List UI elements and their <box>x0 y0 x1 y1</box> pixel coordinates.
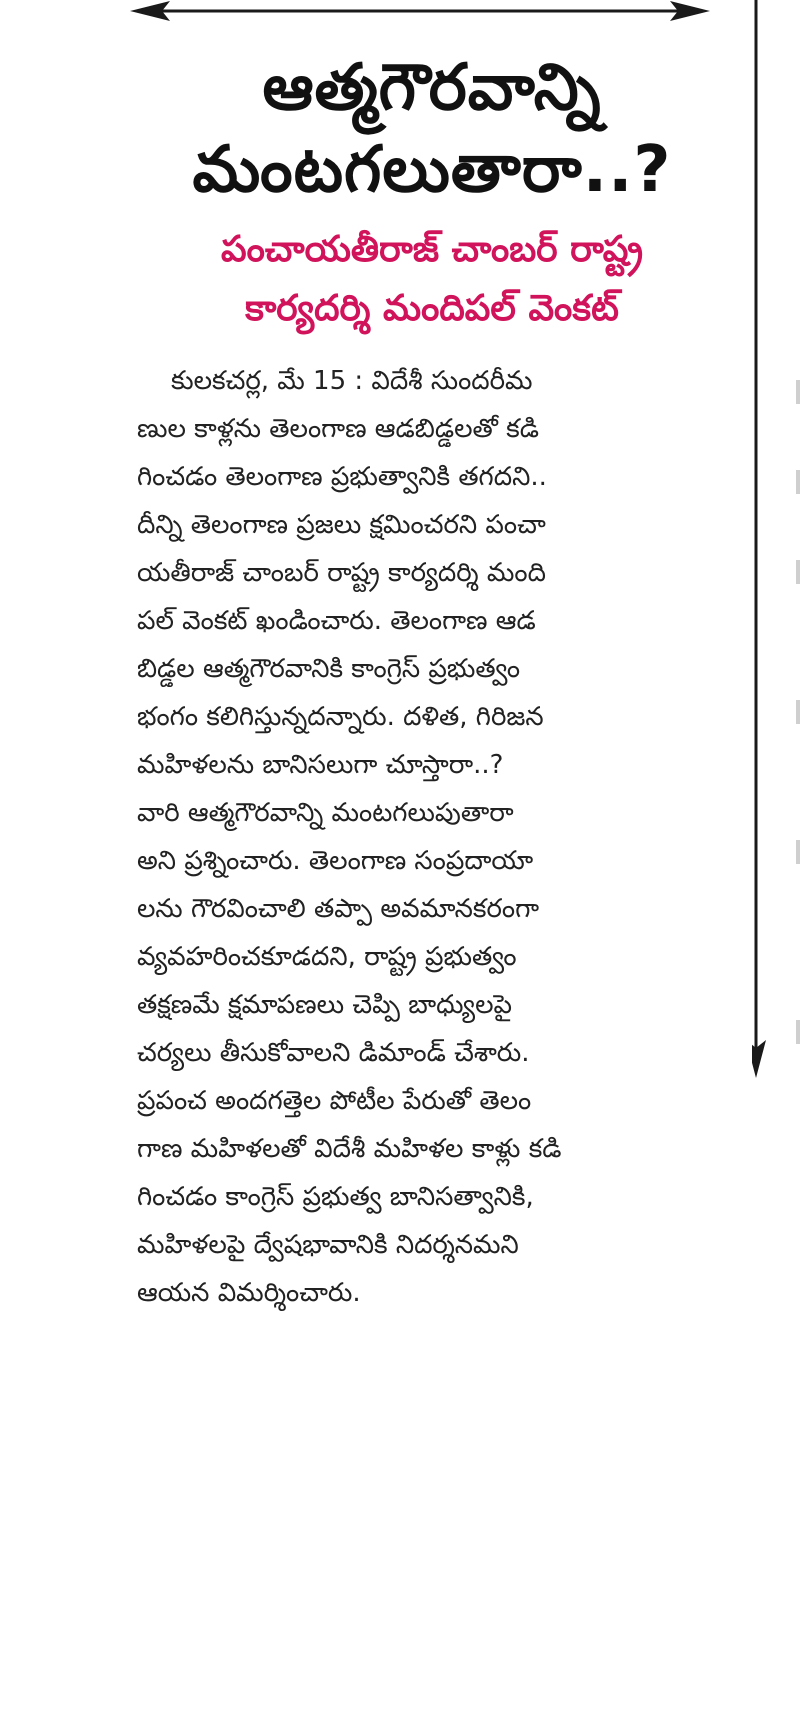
body-line: పల్ వెంకట్ ఖండించారు. తెలంగాణ ఆడ <box>137 605 536 636</box>
edge-mark <box>796 380 800 404</box>
news-article <box>137 48 727 1317</box>
body-line: యతీరాజ్ చాంబర్ రాష్ట్ర కార్యదర్శి మంది <box>137 557 546 588</box>
body-line: గించడం కాంగ్రెస్ ప్రభుత్వ బానిసత్వానికి, <box>137 1181 534 1212</box>
body-line: మహిళలపై ద్వేషభావానికి నిదర్శనమని <box>137 1229 519 1260</box>
body-line: లను గౌరవించాలి తప్పా అవమానకరంగా <box>137 893 540 924</box>
article-subheadline <box>137 220 727 339</box>
body-line: వారి ఆత్మగౌరవాన్ని మంటగలుపుతారా <box>137 797 514 828</box>
body-line: మహిళలను బానిసలుగా చూస్తారా..? <box>137 749 504 780</box>
body-line: బిడ్డల ఆత్మగౌరవానికి కాంగ్రెస్ ప్రభుత్వం <box>137 653 520 684</box>
edge-mark <box>796 1020 800 1044</box>
body-line: గాణ మహిళలతో విదేశీ మహిళల కాళ్లు కడి <box>137 1133 562 1164</box>
edge-mark <box>796 470 800 494</box>
body-line: కులకచర్ల, మే 15 : విదేశీ సుందరీమ <box>171 365 533 396</box>
body-line: ఆయన విమర్శించారు. <box>137 1277 361 1308</box>
edge-mark <box>796 840 800 864</box>
body-line: ప్రపంచ అందగత్తెల పోటీల పేరుతో తెలం <box>137 1085 532 1116</box>
article-headline <box>137 48 727 212</box>
body-line: చర్యలు తీసుకోవాలని డిమాండ్ చేశారు. <box>137 1037 530 1068</box>
top-double-arrow-icon <box>130 0 710 22</box>
body-line: గించడం తెలంగాణ ప్రభుత్వానికి తగదని.. <box>137 461 547 492</box>
body-line: వ్యవహరించకూడదని, రాష్ట్ర ప్రభుత్వం <box>137 941 517 972</box>
body-line: దీన్ని తెలంగాణ ప్రజలు క్షమించరని పంచా <box>137 509 546 540</box>
edge-mark <box>796 560 800 584</box>
subhead-line: పంచాయతీరాజ్ చాంబర్ రాష్ట్ర <box>221 228 643 270</box>
headline-line: ఆత్మగౌరవాన్ని <box>262 51 602 125</box>
body-line: భంగం కలిగిస్తున్నదన్నారు. దళిత, గిరిజన <box>137 701 544 732</box>
subhead-line: కార్యదర్శి మందిపల్ వెంకట్ <box>245 288 619 330</box>
right-vertical-arrow-icon <box>752 0 782 1080</box>
body-line: తక్షణమే క్షమాపణలు చెప్పి బాధ్యులపై <box>137 989 513 1020</box>
body-line: అని ప్రశ్నించారు. తెలంగాణ సంప్రదాయా <box>137 845 534 876</box>
headline-line: మంటగలుతారా..? <box>192 132 672 207</box>
edge-mark <box>796 700 800 724</box>
article-body <box>137 357 727 1317</box>
body-line: ణుల కాళ్లను తెలంగాణ ఆడబిడ్డలతో కడి <box>137 413 539 444</box>
